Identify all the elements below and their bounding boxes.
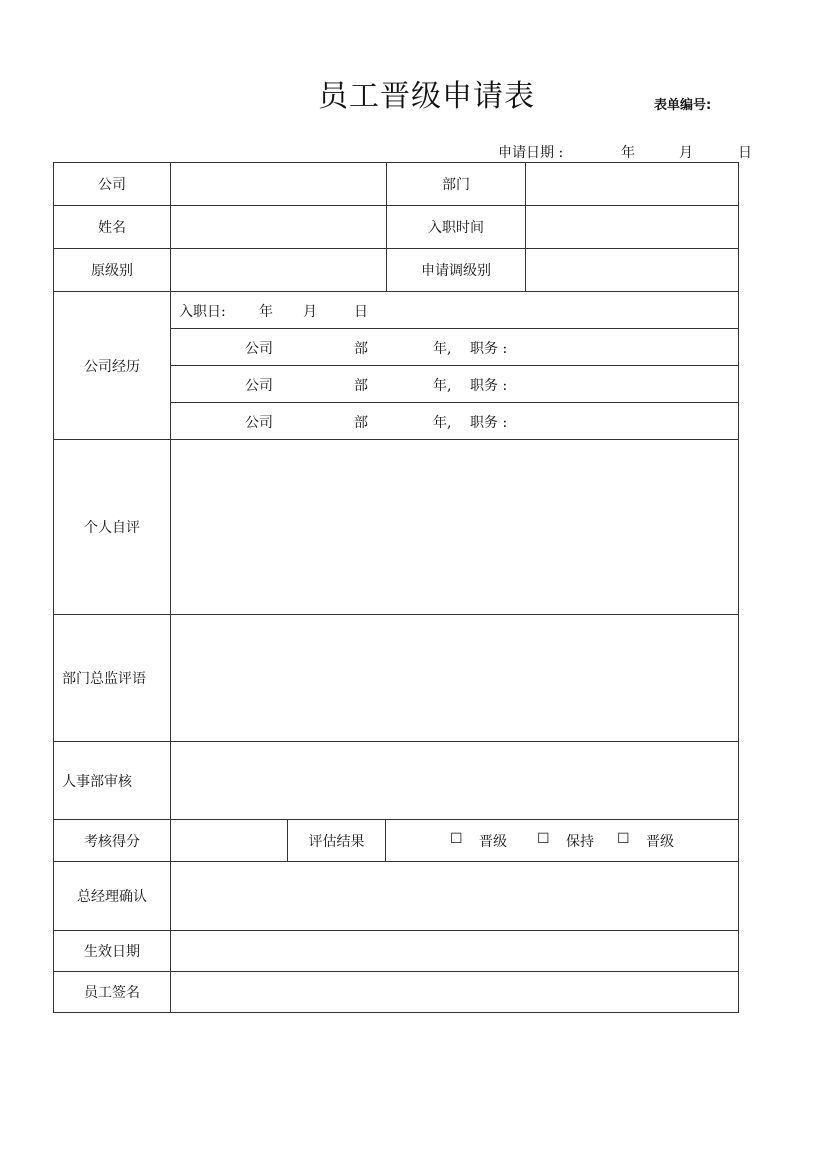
name-label: 姓名	[54, 206, 171, 249]
form-title: 员工晋级申请表	[318, 79, 535, 114]
score-label: 考核得分	[54, 820, 171, 862]
history-entry-company: 公司	[245, 378, 273, 394]
self-evaluation-label: 个人自评	[54, 440, 171, 615]
hire-date-month: 月	[303, 304, 317, 320]
name-field[interactable]	[171, 206, 387, 249]
effective-date-field[interactable]	[171, 931, 739, 972]
apply-date-label: 申请日期 :	[498, 145, 564, 161]
department-field[interactable]	[526, 163, 739, 206]
history-entry-row[interactable]	[171, 403, 739, 440]
score-field[interactable]	[171, 820, 288, 862]
apply-date-month: 月	[679, 145, 693, 161]
director-comment-field[interactable]	[171, 615, 739, 742]
gm-confirm-field[interactable]	[171, 862, 739, 931]
evaluation-options	[386, 820, 739, 862]
employee-signature-field[interactable]	[171, 972, 739, 1013]
self-evaluation-field[interactable]	[171, 440, 739, 615]
history-entry-company: 公司	[245, 415, 273, 431]
option-label-promote-2: 晋级	[646, 834, 674, 850]
history-entry-position: 职务 :	[470, 341, 508, 357]
history-entry-row[interactable]	[171, 366, 739, 403]
company-history-label: 公司经历	[54, 292, 171, 440]
result-label: 评估结果	[288, 820, 386, 862]
company-field[interactable]	[171, 163, 387, 206]
apply-date-year: 年	[621, 145, 635, 161]
checkbox-icon[interactable]: ☐	[537, 831, 550, 847]
history-entry-position: 职务 :	[470, 415, 508, 431]
history-entry-dept: 部	[354, 415, 368, 431]
company-label: 公司	[54, 163, 171, 206]
requested-level-label: 申请调级别	[387, 249, 526, 292]
hire-time-label: 入职时间	[387, 206, 526, 249]
checkbox-icon[interactable]: ☐	[617, 831, 630, 847]
hire-date-label: 入职日:	[179, 304, 226, 320]
history-entry-dept: 部	[354, 341, 368, 357]
hire-time-field[interactable]	[526, 206, 739, 249]
original-level-label: 原级别	[54, 249, 171, 292]
promotion-form-table	[53, 162, 739, 1013]
hire-date-day: 日	[354, 304, 368, 320]
requested-level-field[interactable]	[526, 249, 739, 292]
hire-date-row[interactable]	[171, 292, 739, 329]
hire-date-year: 年	[259, 304, 273, 320]
effective-date-label: 生效日期	[54, 931, 171, 972]
history-entry-year: 年,	[433, 341, 452, 357]
history-entry-dept: 部	[354, 378, 368, 394]
original-level-field[interactable]	[171, 249, 387, 292]
option-label-maintain: 保持	[566, 834, 594, 850]
history-entry-row[interactable]	[171, 329, 739, 366]
apply-date-line	[0, 142, 827, 160]
hr-review-field[interactable]	[171, 742, 739, 820]
hr-review-label: 人事部审核	[54, 742, 171, 820]
checkbox-icon[interactable]: ☐	[450, 831, 463, 847]
form-number-label: 表单编号:	[654, 98, 712, 113]
department-label: 部门	[387, 163, 526, 206]
history-entry-year: 年,	[433, 415, 452, 431]
director-comment-label: 部门总监评语	[54, 615, 171, 742]
apply-date-day: 日	[738, 145, 752, 161]
employee-signature-label: 员工签名	[54, 972, 171, 1013]
option-label-promote: 晋级	[479, 834, 507, 850]
history-entry-position: 职务 :	[470, 378, 508, 394]
gm-confirm-label: 总经理确认	[54, 862, 171, 931]
history-entry-company: 公司	[245, 341, 273, 357]
history-entry-year: 年,	[433, 378, 452, 394]
